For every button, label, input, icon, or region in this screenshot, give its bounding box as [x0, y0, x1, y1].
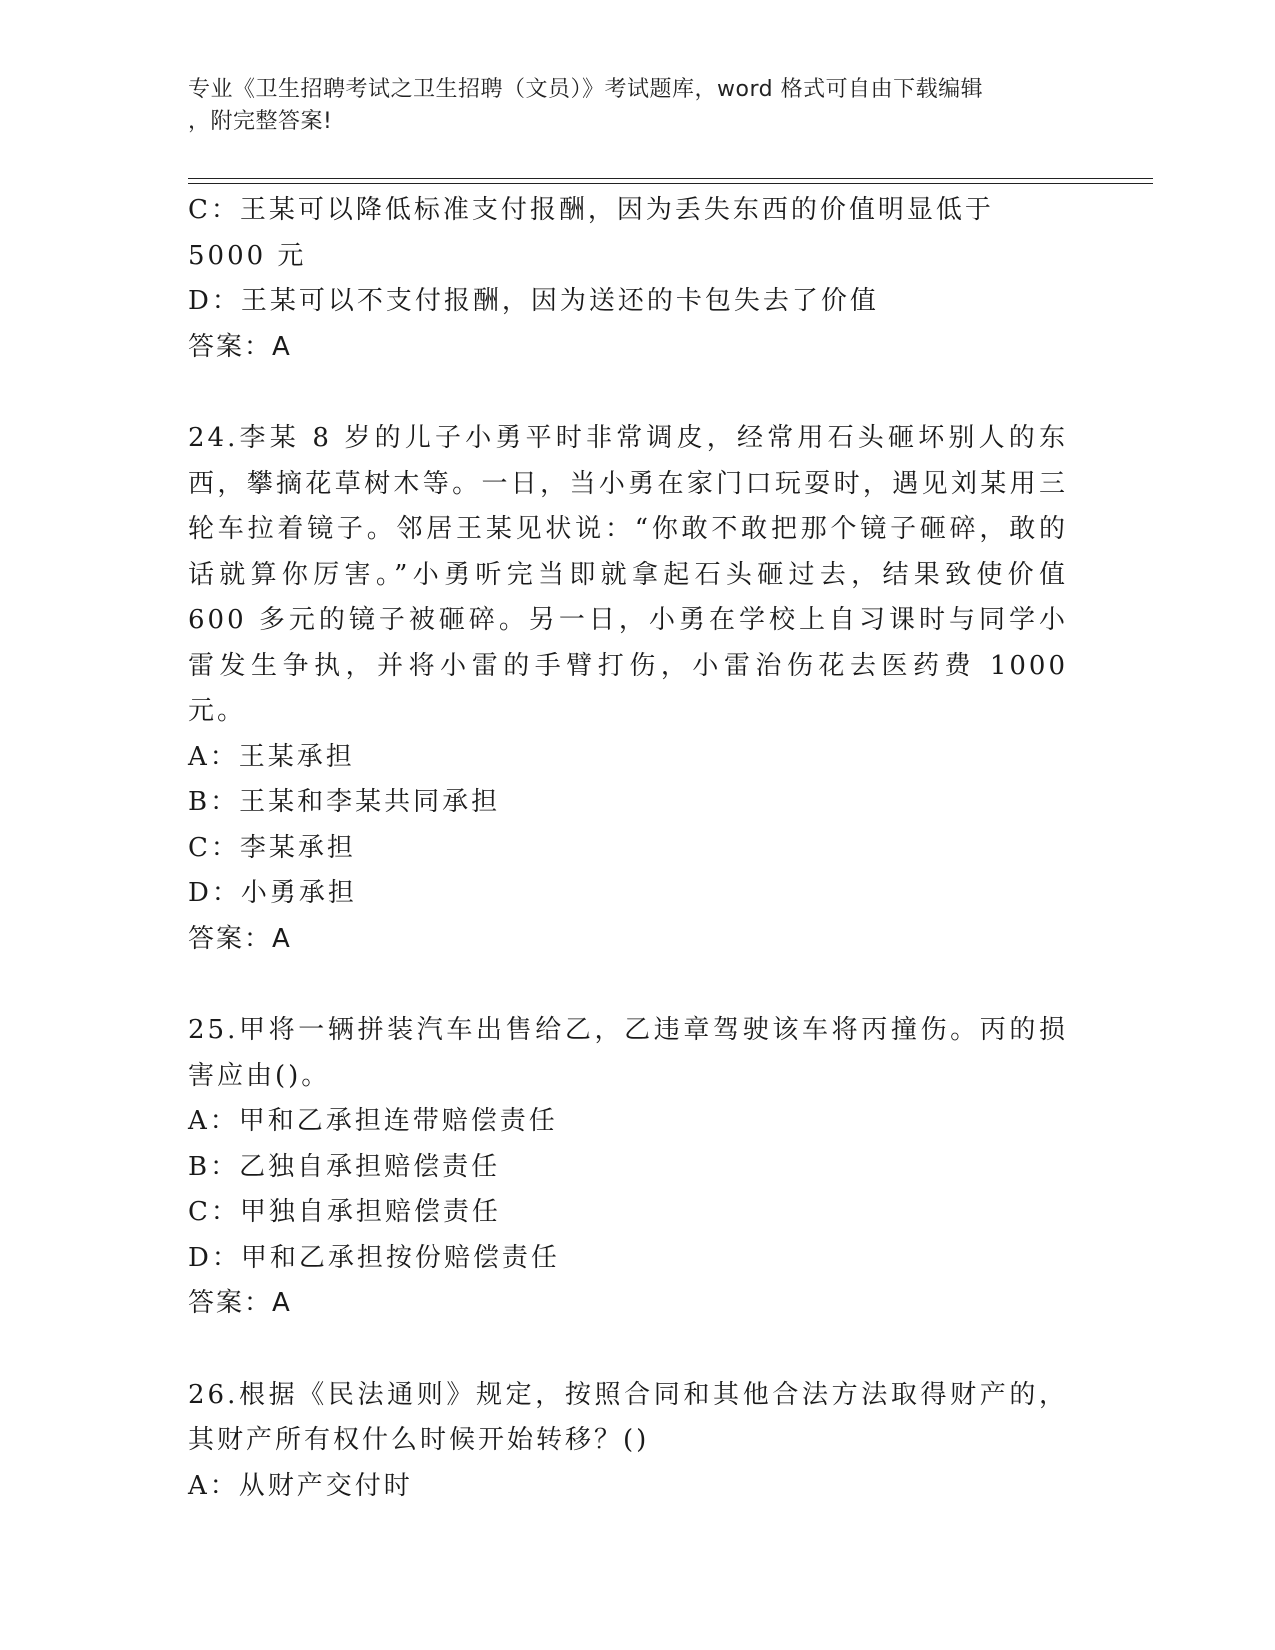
- question-25: [188, 1008, 1068, 1327]
- option-b: B：王某和李某共同承担: [188, 787, 501, 817]
- header-divider-top: [188, 178, 1153, 179]
- question-spacer: [188, 370, 1068, 416]
- option-c: C：王某可以降低标准支付报酬，因为丢失东西的价值明显低于 5000 元: [188, 195, 994, 271]
- answer-line: 答案：A: [188, 1288, 292, 1318]
- option-a: A：王某承担: [188, 741, 355, 772]
- question-23-tail: [188, 188, 1068, 370]
- header-line-1: 专业《卫生招聘考试之卫生招聘（文员）》考试题库，word 格式可自由下载编辑: [188, 77, 984, 102]
- option-d: D：小勇承担: [188, 878, 357, 908]
- question-spacer: [188, 1327, 1068, 1373]
- option-c: C：李某承担: [188, 832, 356, 863]
- question-stem: 26.根据《民法通则》规定，按照合同和其他合法方法取得财产的，其财产所有权什么时候开始转移？(): [188, 1379, 1068, 1455]
- header-line-2: ，附完整答案!: [188, 109, 333, 134]
- option-b: B：乙独自承担赔偿责任: [188, 1151, 501, 1182]
- header-divider-bottom: [188, 183, 1153, 184]
- question-content: [188, 188, 1068, 1509]
- answer-line: 答案：A: [188, 331, 292, 362]
- question-spacer: [188, 962, 1068, 1008]
- answer-line: 答案：A: [188, 923, 292, 954]
- option-a: A：从财产交付时: [188, 1470, 413, 1501]
- question-26: [188, 1373, 1068, 1510]
- question-24: [188, 416, 1068, 962]
- question-stem: 25.甲将一辆拼装汽车出售给乙，乙违章驾驶该车将丙撞伤。丙的损害应由()。: [188, 1015, 1068, 1091]
- option-c: C：甲独自承担赔偿责任: [188, 1197, 501, 1227]
- option-a: A：甲和乙承担连带赔偿责任: [188, 1106, 558, 1136]
- page-header: [188, 74, 1068, 138]
- question-stem: 24.李某 8 岁的儿子小勇平时非常调皮，经常用石头砸坏别人的东西，攀摘花草树木等。一日，当小勇在家门口玩耍时，遇见刘某用三轮车拉着镜子。邻居王某见状说：“你敢不敢把那个镜子砸碎，敢的话就算你厉害。”小勇听完当即就拿起石头砸过去，结果致使价值 600 多元的镜子被砸碎。另一日，小勇在学校上自习课时与同学小雷发生争执，并将小雷的手臂打伤，小雷治伤花去医药费 1000 元。: [188, 423, 1068, 726]
- option-d: D：王某可以不支付报酬，因为送还的卡包失去了价值: [188, 286, 879, 316]
- option-d: D：甲和乙承担按份赔偿责任: [188, 1242, 560, 1273]
